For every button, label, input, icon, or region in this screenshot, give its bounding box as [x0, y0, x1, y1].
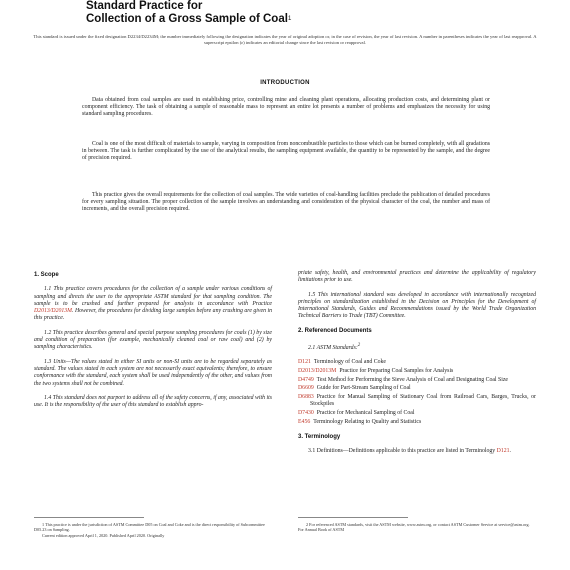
document-title: [86, 0, 516, 26]
reference-item[interactable]: E456 Terminology Relating to Quality and Statistics: [298, 418, 422, 425]
left-column: [34, 270, 272, 416]
reference-item[interactable]: D2013/D2013M Practice for Preparing Coal Samples for Analysis: [298, 367, 454, 374]
terminology-heading: 3. Terminology: [298, 434, 341, 441]
introduction-paragraph: Coal is one of the most difficult of materials to sample, varying in composition from noncombustible particles to those which can be burned completely, with all gradations in between. The task is further complicated by the use of the analytical results, the sampling equipment available, the quantity to be represented by the sample, and the degree of precision required.: [82, 141, 490, 162]
scope-1-4: 1.4 This standard does not purport to address all of the safety concerns, if any, associated with its use. It is the responsibility of the user of this standard to establish appro-: [34, 394, 272, 409]
footnote-rule-right: [298, 517, 408, 521]
referenced-documents-heading: 2. Referenced Documents: [298, 327, 372, 334]
right-column: [298, 270, 536, 463]
ref-link-d121[interactable]: D121: [496, 448, 510, 455]
standard-designation-note: This standard is issued under the fixed designation D2234/D2234M; the number immediately following the designation indicates the year of original adoption or, in the case of revision, the year of last revision. A number in parentheses indicates the year of last reapproval. A superscript epsilon (ε) indicates an editorial change since the last revision or reapproval.: [33, 34, 537, 46]
introduction-heading: INTRODUCTION: [260, 80, 310, 86]
ref-link-d2013[interactable]: D2013/D2013M: [34, 308, 72, 315]
title-footnote-mark: 1: [287, 16, 292, 22]
footnote-1-edition: Current edition approved April 1, 2020. Published April 2020. Originally: [42, 532, 165, 538]
scope-1-4-continued: priate safety, health, and environmental practices and determine the applicability of regulatory limitations prior to use.: [298, 270, 536, 284]
footnote-1: 1 This practice is under the jurisdiction of ASTM Committee D05 on Coal and Coke and is the direct responsibility of Subcommittee D05.23 on Sampling.: [34, 522, 265, 533]
reference-item[interactable]: D6609 Guide for Part-Stream Sampling of Coal: [298, 385, 411, 392]
footnote-2: 2 For referenced ASTM standards, visit the ASTM website, www.astm.org, or contact ASTM Customer Service at service@astm.org. For Annual Book of ASTM: [298, 522, 530, 533]
footnote-rule-left: [34, 517, 144, 521]
reference-item[interactable]: D121 Terminology of Coal and Coke: [298, 359, 386, 366]
scope-1-1: 1.1 This practice covers procedures for the collection of a sample under various conditions of sampling and directs the user to the appropriate ASTM standard for that sampling condition. The sample is to be crushed and further prepared for analysis in accordance with Practice D2013/D2013M. However, the procedures for dividing large samples before any crushing are given in this practice.: [34, 286, 272, 322]
scope-1-5: 1.5 This international standard was developed in accordance with internationally recognized principles on standardization established in the Decision on Principles for the Development of International Standards, Guides and Recommendations issued by the World Trade Organization Technical Barriers to Trade (TBT) Committee.: [298, 291, 536, 320]
reference-list: [298, 359, 536, 426]
title-line-1: Standard Practice for: [86, 0, 203, 12]
scope-1-3: 1.3 Units—The values stated in either SI units or non-SI units are to be regarded separately as standard. The values stated in each system are not necessarily exact equivalents; therefore, to ensure conformance with the standard, each system shall be used independently of the other, and values from the two systems shall not be combined.: [34, 358, 272, 387]
astm-standards-subheading: 2.1 ASTM Standards:$^2$: [308, 343, 361, 351]
scope-1-2: 1.2 This practice describes general and special purpose sampling procedures for coals (1) by size and condition of preparation (for example, mechanically cleaned coal or raw coal) and (2) by sampling characteristics.: [34, 329, 272, 351]
reference-item[interactable]: D7430 Practice for Mechanical Sampling of Coal: [298, 410, 415, 417]
reference-item[interactable]: D6883 Practice for Manual Sampling of Stationary Coal from Railroad Cars, Barges, Trucks, or Stockpiles: [298, 394, 536, 408]
title-line-2: Collection of a Gross Sample of Coal$^1$: [86, 13, 292, 25]
reference-item[interactable]: D4749 Test Method for Performing the Sieve Analysis of Coal and Designating Coal Size: [298, 376, 508, 383]
introduction-paragraph: Data obtained from coal samples are used in establishing price, controlling mine and cleaning plant operations, allocating production costs, and determining plant or component efficiency. The task of obtaining a sample of reasonable mass to represent an entire lot presents a number of problems and emphasizes the necessity for using standard sampling procedures.: [82, 97, 490, 118]
footnotes-left: [34, 522, 272, 538]
footnotes-right: [298, 522, 536, 533]
scope-heading: 1. Scope: [34, 272, 59, 278]
introduction-paragraph: This practice gives the overall requirements for the collection of coal samples. The wide varieties of coal-handling facilities preclude the publication of detailed procedures for every sampling situation. The proper collection of the sample involves an understanding and consideration of the physical character of the coal, the number and mass of increments, and the overall precision required.: [82, 192, 490, 213]
terminology-3-1: 3.1 Definitions—Definitions applicable to this practice are listed in Terminology D121.: [308, 448, 511, 455]
